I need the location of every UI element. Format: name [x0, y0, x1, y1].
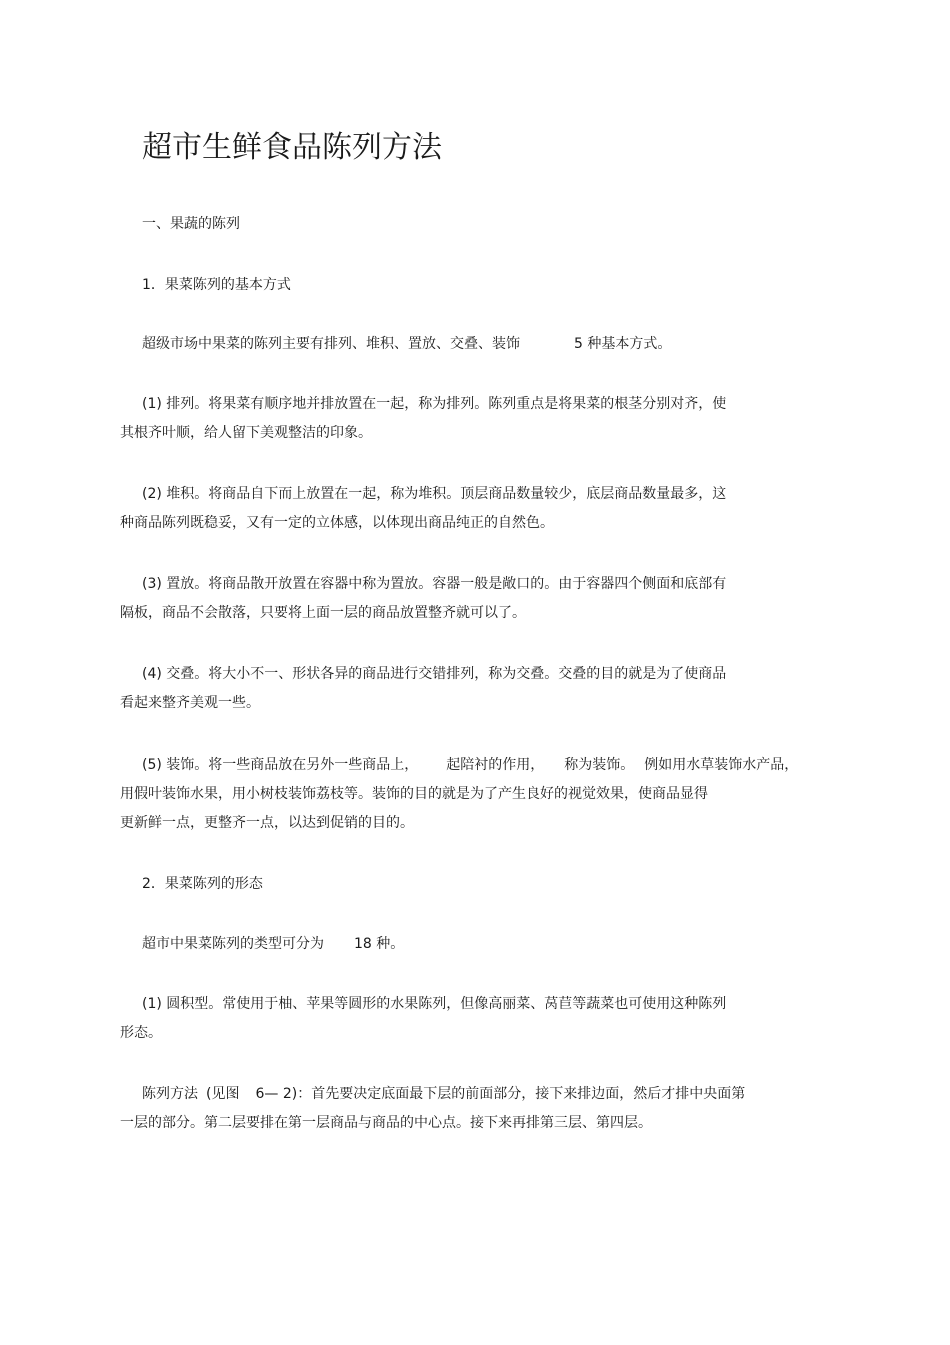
paragraph-line: (1) 排列。将果菜有顺序地并排放置在一起，称为排列。陈列重点是将果菜的根茎分别对齐，使 [142, 396, 727, 412]
paragraph-line: 更新鲜一点，更整齐一点，以达到促销的目的。 [120, 815, 414, 831]
text-fragment: 18 种。 [354, 936, 405, 952]
paragraph-line: 用假叶装饰水果，用小树枝装饰荔枝等。装饰的目的就是为了产生良好的视觉效果，使商品显得 [120, 786, 708, 802]
text-fragment: 起陪衬的作用， [446, 757, 545, 773]
paragraph-line [142, 755, 798, 775]
paragraph-line: (4) 交叠。将大小不一、形状各异的商品进行交错排列，称为交叠。交叠的目的就是为了使商品 [142, 666, 727, 682]
paragraph-line [142, 1084, 745, 1104]
text-fragment: 例如用水草装饰水产品， [644, 757, 799, 773]
text-fragment: 超级市场中果菜的陈列主要有排列、堆积、置放、交叠、装饰 [142, 336, 520, 352]
paragraph-line [142, 334, 671, 354]
text-fragment: 5 种基本方式。 [574, 336, 672, 352]
subsection-heading: 2．果菜陈列的形态 [142, 876, 263, 892]
text-fragment: 称为装饰。 [564, 757, 635, 773]
paragraph-line: 隔板，商品不会散落，只要将上面一层的商品放置整齐就可以了。 [120, 605, 526, 621]
text-fragment: (5) 装饰。将一些商品放在另外一些商品上， [142, 757, 419, 773]
document-title: 超市生鲜食品陈列方法 [142, 130, 442, 165]
paragraph-line: 其根齐叶顺，给人留下美观整洁的印象。 [120, 425, 372, 441]
paragraph-line: 看起来整齐美观一些。 [120, 695, 260, 711]
text-fragment: 超市中果菜陈列的类型可分为 [142, 936, 324, 952]
text-fragment: (见图 [206, 1086, 240, 1102]
text-fragment: 陈列方法 [142, 1086, 198, 1102]
paragraph-line: 形态。 [120, 1025, 162, 1041]
paragraph-line: 一层的部分。第二层要排在第一层商品与商品的中心点。接下来再排第三层、第四层。 [120, 1115, 652, 1131]
paragraph-line: (3) 置放。将商品散开放置在容器中称为置放。容器一般是敞口的。由于容器四个侧面和底部有 [142, 576, 727, 592]
paragraph-line: (1) 圆积型。常使用于柚、苹果等圆形的水果陈列，但像高丽菜、莴苣等蔬菜也可使用这种陈列 [142, 996, 727, 1012]
paragraph-line [142, 934, 404, 954]
paragraph-line: (2) 堆积。将商品自下而上放置在一起，称为堆积。顶层商品数量较少，底层商品数量最多，这 [142, 486, 727, 502]
text-fragment: 6— 2)：首先要决定底面最下层的前面部分，接下来排边面，然后才排中央面第 [255, 1086, 746, 1102]
paragraph-line: 种商品陈列既稳妥，又有一定的立体感，以体现出商品纯正的自然色。 [120, 515, 554, 531]
section-heading: 一、果蔬的陈列 [142, 216, 240, 232]
subsection-heading: 1．果菜陈列的基本方式 [142, 277, 291, 293]
